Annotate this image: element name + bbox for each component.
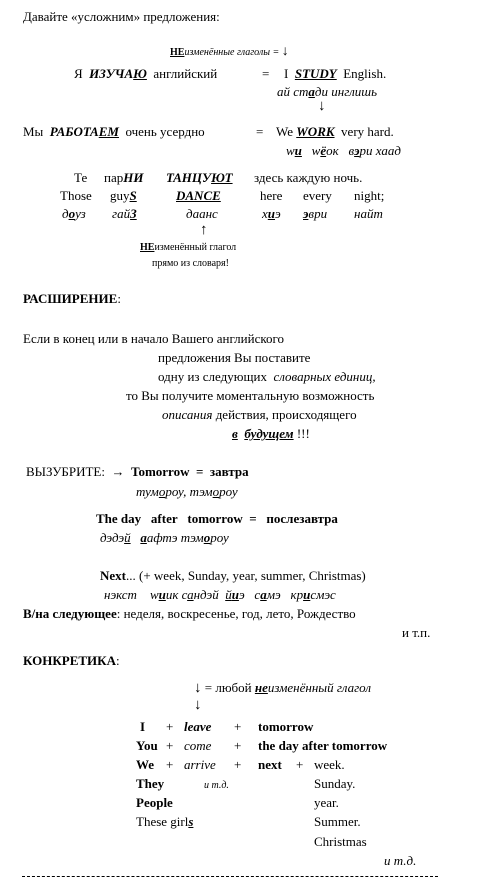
up-arrow-icon: ↑: [200, 222, 208, 238]
ex3-en-4: here: [260, 188, 283, 203]
ex3-ru-3: ТАНЦУЮТ: [166, 170, 233, 185]
row-time: year.: [314, 795, 339, 810]
ex1-ru-verb: ИЗУЧАЮ: [89, 66, 147, 81]
row-subject: We: [136, 757, 155, 772]
expansion-line-5: описания действия, происходящего: [162, 407, 357, 422]
ex3-ru-2: парНИ: [104, 170, 144, 185]
dashed-divider: [22, 876, 438, 877]
right-arrow-icon: →: [111, 464, 125, 479]
row-subject: They: [136, 776, 165, 791]
concrete-title: КОНКРЕТИКА: [23, 653, 116, 668]
row-subject: I: [140, 719, 146, 734]
row-verb: come: [184, 738, 212, 753]
intro-line: [23, 9, 220, 25]
ex1-note: [170, 44, 289, 61]
vocab-tomorrow-transcription: тумороу, тэмороу: [136, 484, 238, 499]
row-subject: People: [136, 795, 173, 810]
row-time: Summer.: [314, 814, 361, 829]
ex1-transcription: ай стади инглишь: [277, 84, 377, 99]
ex3-ru-4: здесь каждую ночь.: [254, 170, 363, 185]
ex2-ru-adverb: очень усердно: [125, 124, 205, 139]
row-plus: +: [234, 719, 242, 734]
vocab-tomorrow-ru: завтра: [209, 464, 249, 479]
row-plus: +: [234, 738, 242, 753]
ex3-en-3: DANCE: [176, 188, 221, 203]
expansion-line-4: то Вы получите моментальную возможность: [126, 388, 375, 403]
ex3-note-2: прямо из словаря!: [152, 258, 229, 269]
ex3-tr-6: найт: [354, 206, 383, 221]
vocab-next-transcription: нэкст wиик сандэй йиэ самэ крисмэс: [104, 587, 336, 602]
ex3-tr-1: доуз: [62, 206, 86, 221]
expansion-title: РАСШИРЕНИЕ: [23, 291, 118, 306]
concrete-note: ↓ = любой неизменённый глагол: [194, 680, 371, 696]
expansion-line-3: одну из следующих словарных единиц,: [158, 369, 376, 384]
ex1-equals: =: [262, 66, 270, 81]
row-plus: +: [166, 738, 174, 753]
vocab-tomorrow: Tomorrow: [130, 464, 190, 479]
concrete-etc: и т.д.: [384, 853, 417, 868]
ex3-tr-2: гайЗ: [112, 206, 137, 221]
vocab-etc: и т.п.: [402, 625, 431, 640]
vocab-day-after-ru: послезавтра: [266, 511, 338, 526]
ex3-en-2: guyS: [110, 188, 137, 203]
ex2-ru-subject: Мы: [23, 124, 44, 139]
ex1-en-verb: STUDY: [294, 66, 337, 81]
ex2-en: [276, 124, 394, 140]
ex3-tr-5: эври: [303, 206, 328, 221]
ex3-tr-3: даанс: [186, 206, 218, 221]
ex2-en-subject: We: [276, 124, 293, 139]
ex1-note-rest: изменённые глаголы =: [184, 47, 280, 58]
expansion-line-1: Если в конец или в начало Вашего английского: [23, 331, 285, 346]
ex1-en-subject: I: [284, 66, 289, 81]
row-plus: +: [166, 719, 174, 734]
expansion-line-6: в будущем !!!: [232, 426, 310, 441]
ex2-transcription: wи wёок вэри хаад: [286, 143, 401, 158]
row-time: tomorrow: [258, 719, 314, 734]
ex2-ru: [23, 124, 205, 140]
row-etc: и т.д.: [204, 780, 229, 791]
row-plus: +: [166, 757, 174, 772]
row-verb: leave: [184, 719, 212, 734]
ex3-en-1: Those: [60, 188, 92, 203]
down-arrow-icon: ↓: [318, 98, 326, 114]
concrete-heading: КОНКРЕТИКА:: [23, 653, 120, 668]
ex2-en-adverb: very hard.: [341, 124, 394, 139]
ex1-en-object: English.: [343, 66, 387, 81]
vocab-next: Next: [100, 568, 126, 583]
row-verb: arrive: [184, 757, 216, 772]
vocab-label: ВЫЗУБРИТЕ:: [26, 464, 105, 479]
ex1-note-ne: НЕ: [170, 47, 185, 58]
row-plus: +: [296, 757, 304, 772]
ex3-en-6: night;: [354, 188, 385, 203]
row-subject: You: [136, 738, 158, 753]
ex2-en-verb: WORK: [296, 124, 335, 139]
ex1-en: [284, 66, 386, 82]
intro-text: Давайте «усложним» предложения:: [23, 9, 220, 24]
vocab-line-2: The day after tomorrow = послезавтра: [96, 511, 338, 526]
row-time: Sunday.: [314, 776, 356, 791]
row-subject: These girls: [136, 814, 194, 829]
ex3-ru-1: Те: [74, 170, 88, 185]
vocab-line-1: ВЫЗУБРИТЕ: → Tomorrow = завтра: [26, 464, 249, 479]
vocab-line-3: Next... (+ week, Sunday, year, summer, Christmas): [100, 568, 366, 583]
down-arrow-icon: ↓: [281, 44, 289, 59]
vocab-next-ru: В/на следующее: неделя, воскресенье, год, лето, Рождество: [23, 606, 356, 621]
row-plus: +: [234, 757, 242, 772]
ex3-en-5: every: [303, 188, 332, 203]
down-arrow-icon: ↓: [194, 680, 202, 696]
down-arrow-icon: ↓: [194, 697, 202, 713]
row-time: the day after tomorrow: [258, 738, 388, 753]
ex2-equals: =: [256, 124, 264, 139]
vocab-the-day: The day: [96, 511, 142, 526]
ex3-tr-4: хиэ: [262, 206, 281, 221]
ex2-ru-verb: РАБОТАЕМ: [49, 124, 119, 139]
row-time: next: [258, 757, 282, 772]
row-time: Christmas: [314, 834, 367, 849]
expansion-heading: РАСШИРЕНИЕ:: [23, 291, 121, 306]
vocab-day-after-transcription: дэдэй аафтэ тэмороу: [100, 530, 229, 545]
ex1-ru-object: английский: [153, 66, 218, 81]
ex1-ru-subject: Я: [74, 66, 83, 81]
expansion-line-2: предложения Вы поставите: [158, 350, 311, 365]
ex1-ru: [74, 66, 217, 82]
row-time-2: week.: [314, 757, 345, 772]
ex3-note-1: НЕизменённый глагол: [140, 242, 237, 253]
